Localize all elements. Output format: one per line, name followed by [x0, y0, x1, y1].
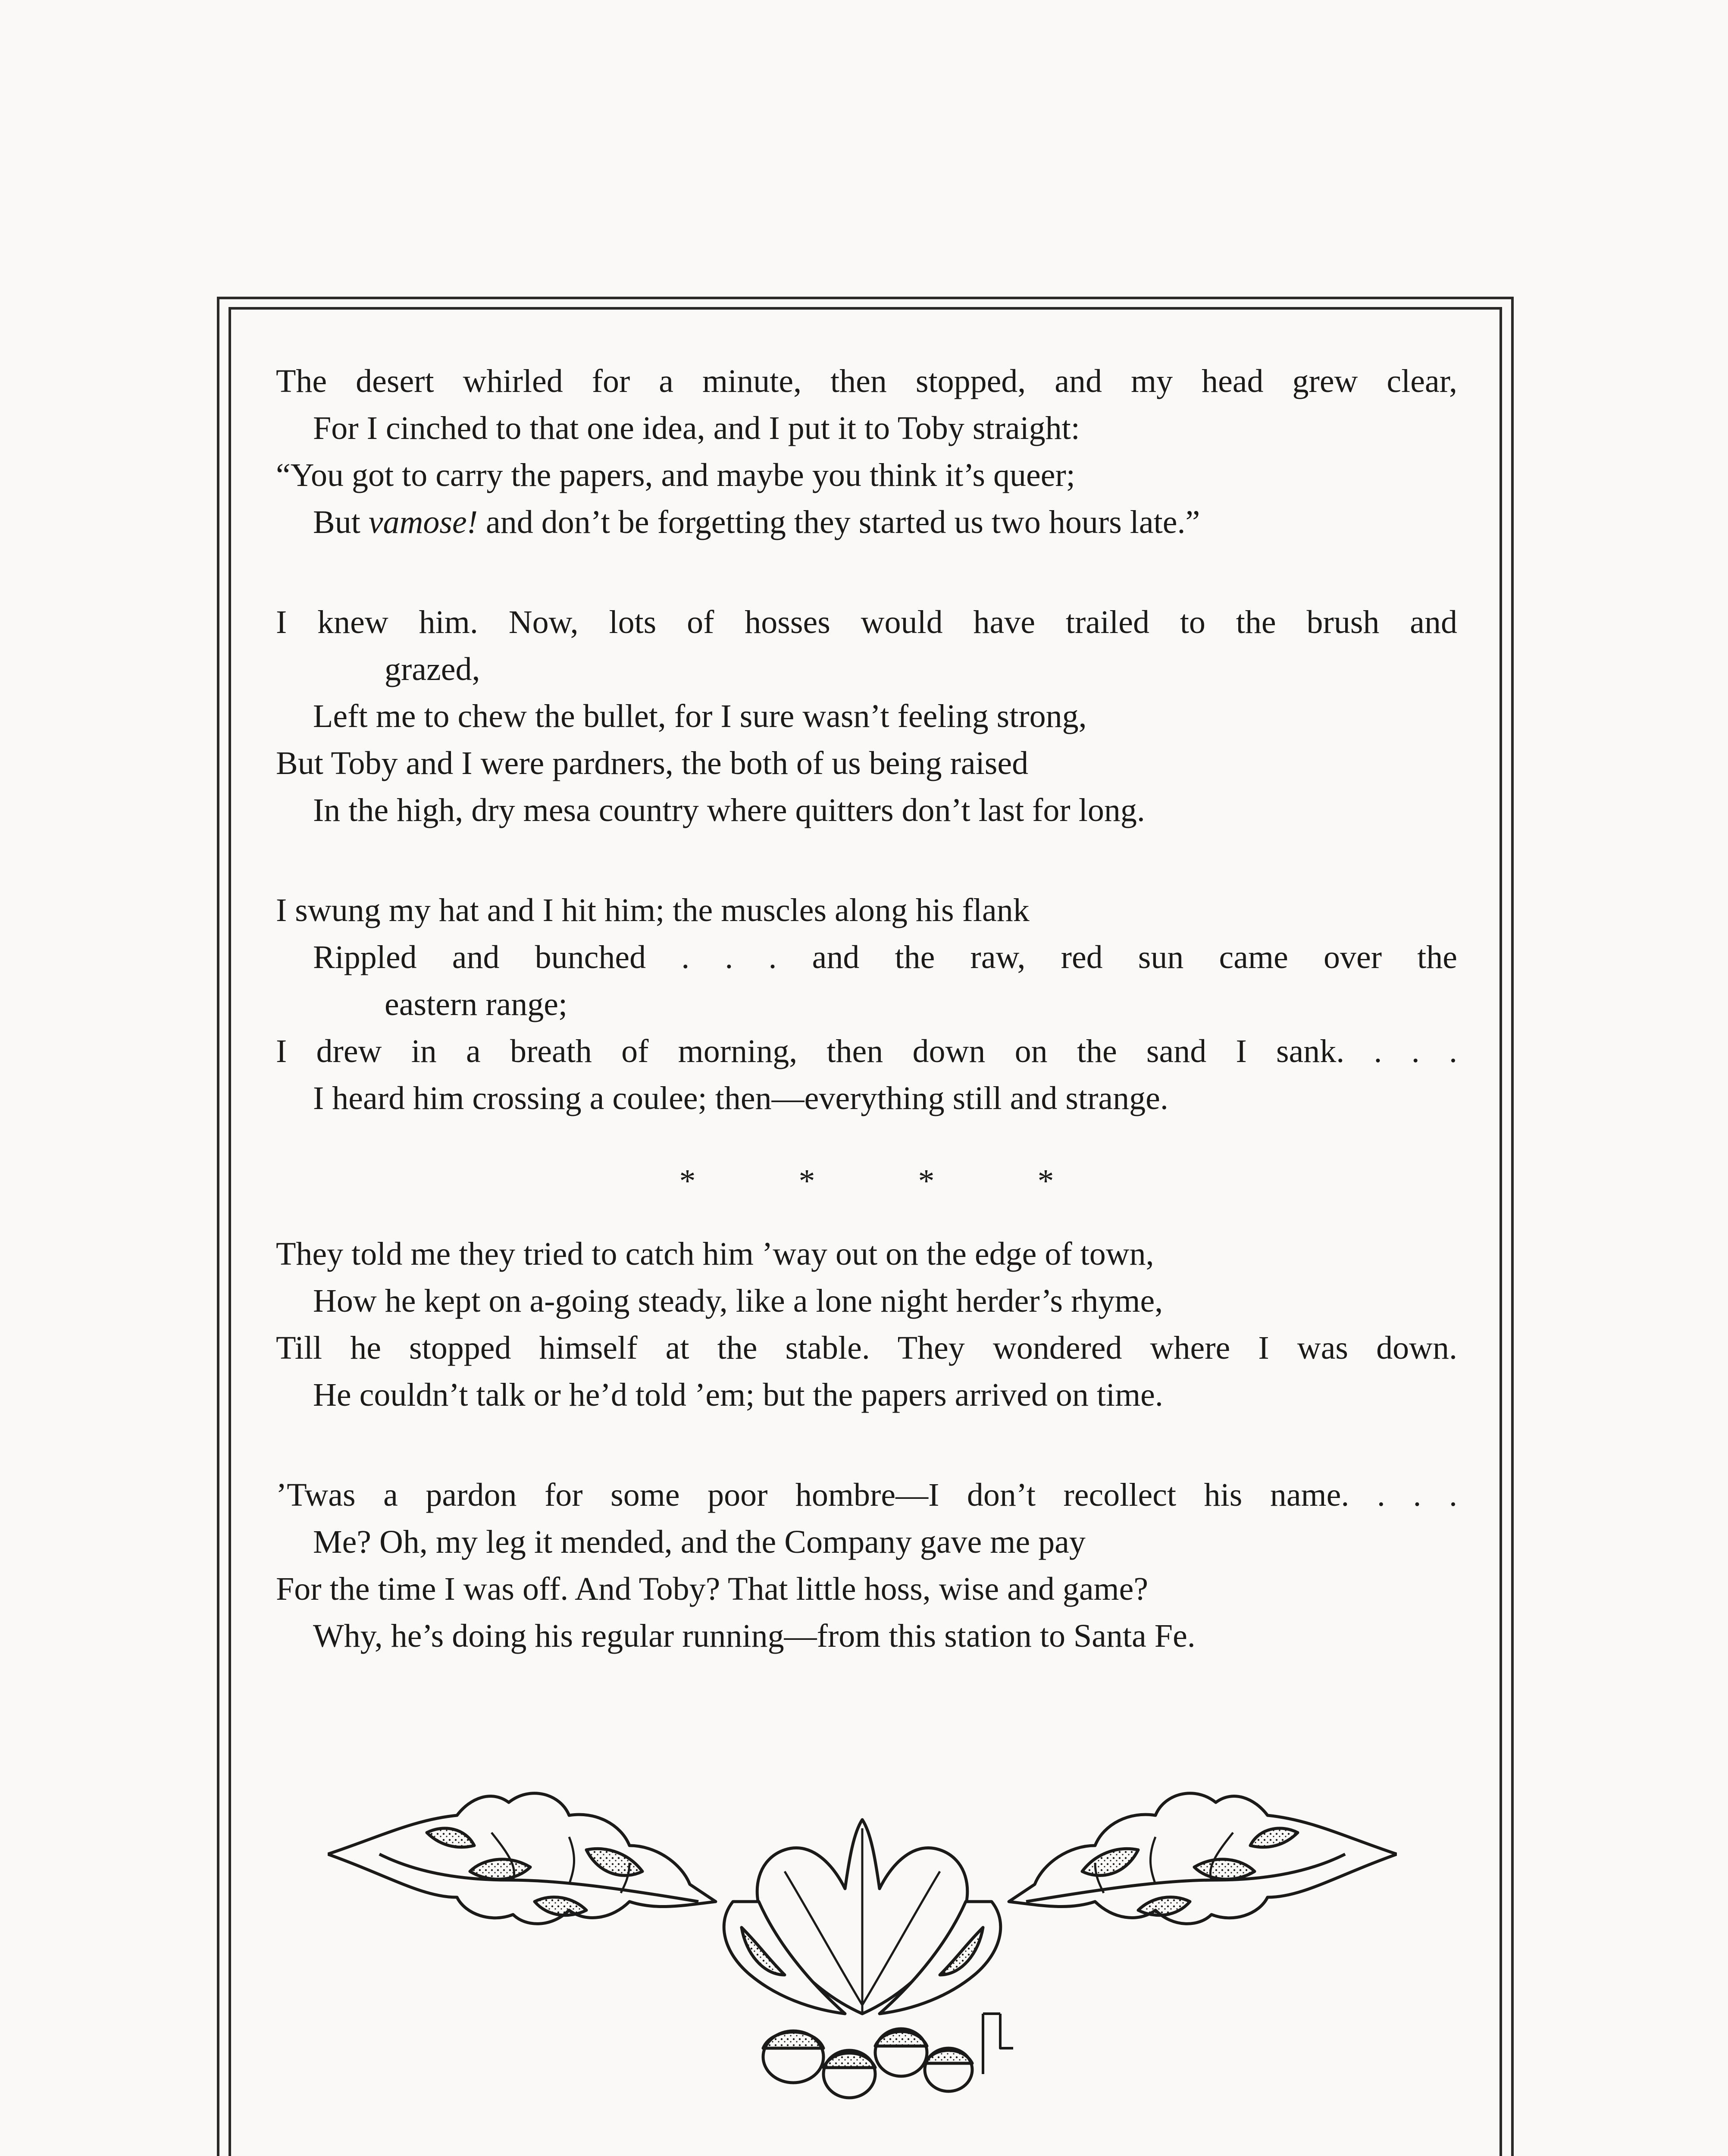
- line-fragment: and don’t be forgetting they started us two hours late.”: [478, 504, 1200, 540]
- poem-line: I swung my hat and I hit him; the muscles along his flank: [276, 892, 1030, 928]
- poem-line: [276, 499, 1457, 546]
- poem-body: [276, 358, 1457, 1713]
- poem-line: Till he stopped himself at the stable. They wondered where I was down.: [276, 1330, 1457, 1366]
- stanza-3: [276, 887, 1457, 1122]
- poem-line: ’Twas a pardon for some poor hombre—I don’t recollect his name. . . .: [276, 1477, 1457, 1513]
- poem-line: The desert whirled for a minute, then stopped, and my head grew clear,: [276, 363, 1457, 399]
- poem-line: For the time I was off. And Toby? That little hoss, wise and game?: [276, 1571, 1149, 1607]
- poem-line: They told me they tried to catch him ’way out on the edge of town,: [276, 1236, 1154, 1272]
- poem-line: But Toby and I were pardners, the both of us being raised: [276, 745, 1029, 781]
- italic-word: vamose!: [368, 504, 478, 540]
- stanza-2: [276, 599, 1457, 834]
- poem-line: eastern range;: [385, 986, 568, 1022]
- poem-line: How he kept on a-going steady, like a lone night herder’s rhyme,: [313, 1283, 1163, 1319]
- poem-line: Why, he’s doing his regular running—from this station to Santa Fe.: [313, 1618, 1196, 1654]
- poem-line: I heard him crossing a coulee; then—everything still and strange.: [313, 1080, 1168, 1116]
- poem-line: He couldn’t talk or he’d told ’em; but the papers arrived on time.: [313, 1377, 1163, 1413]
- poem-line: In the high, dry mesa country where quitters don’t last for long.: [313, 792, 1145, 828]
- poem-line: “You got to carry the papers, and maybe you think it’s queer;: [276, 457, 1075, 493]
- section-separator: * * * *: [679, 1163, 1054, 1199]
- stanza-4: [276, 1231, 1457, 1419]
- line-fragment: But: [313, 504, 369, 540]
- poem-line: Rippled and bunched . . . and the raw, red sun came over the: [313, 939, 1457, 975]
- poem-line: I drew in a breath of morning, then down on the sand I sank. . . .: [276, 1033, 1457, 1069]
- poem-line: grazed,: [385, 651, 480, 687]
- stanza-5: [276, 1472, 1457, 1660]
- stanza-1: [276, 358, 1457, 546]
- poem-line: Left me to chew the bullet, for I sure wasn’t feeling strong,: [313, 698, 1087, 734]
- oak-leaf-acorn-ornament: [328, 1772, 1397, 2156]
- poem-line: For I cinched to that one idea, and I put it to Toby straight:: [313, 410, 1080, 446]
- poem-line: I knew him. Now, lots of hosses would have trailed to the brush and: [276, 604, 1457, 640]
- poem-line: Me? Oh, my leg it mended, and the Company gave me pay: [313, 1524, 1086, 1560]
